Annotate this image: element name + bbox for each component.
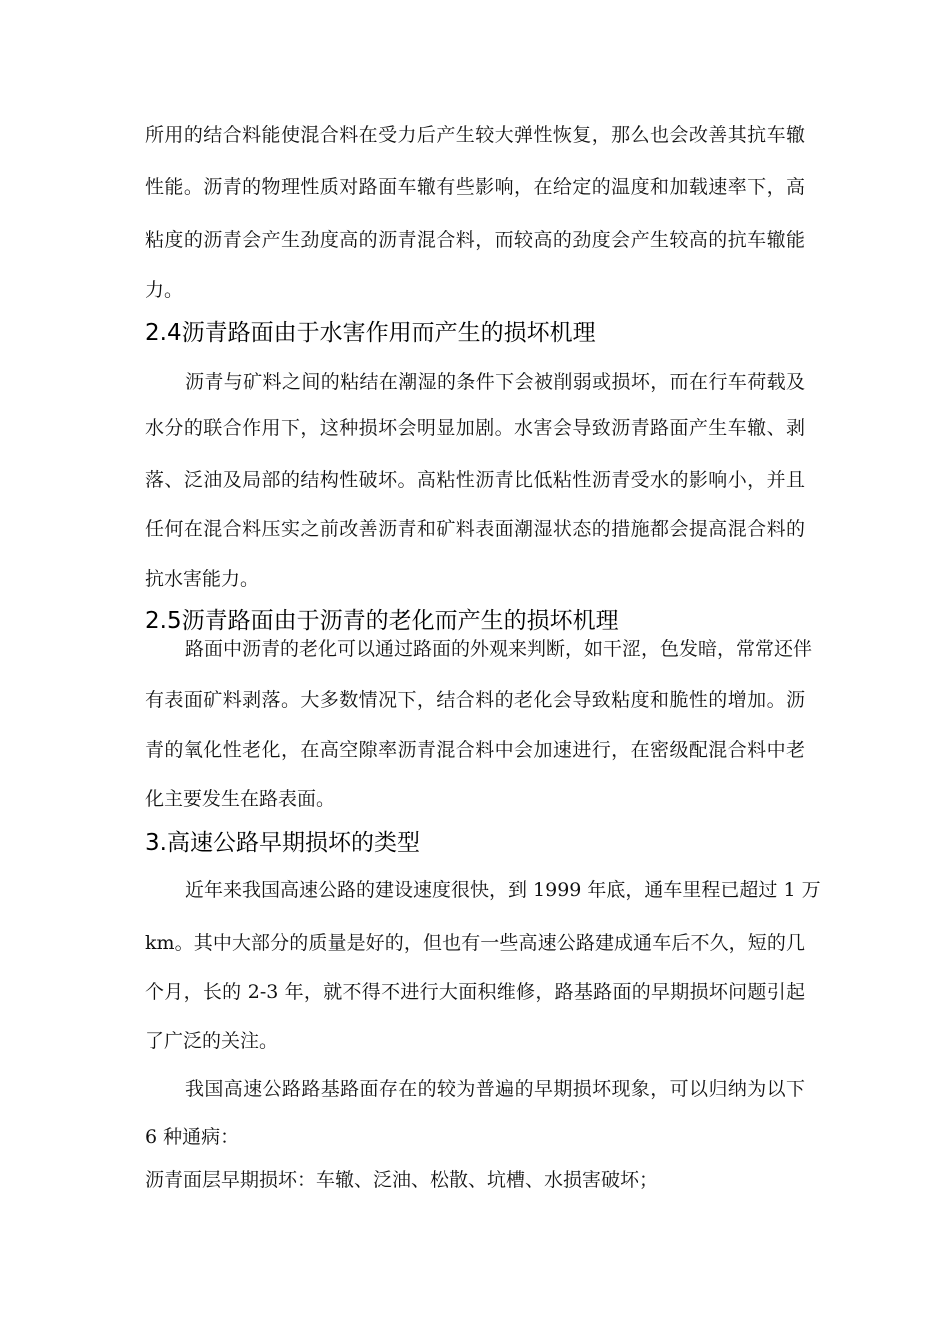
section-heading-3: 3.高速公路早期损坏的类型 <box>145 830 420 856</box>
paragraph-line: 近年来我国高速公路的建设速度很快，到 1999 年底，通车里程已超过 1 万 <box>185 879 821 901</box>
paragraph-line: km。其中大部分的质量是好的，但也有一些高速公路建成通车后不久，短的几 <box>145 932 805 954</box>
paragraph-line: 力。 <box>145 279 184 301</box>
section-heading-2-5: 2.5沥青路面由于沥青的老化而产生的损坏机理 <box>145 608 619 634</box>
paragraph-line: 路面中沥青的老化可以通过路面的外观来判断，如干涩，色发暗，常常还伴 <box>185 638 813 660</box>
paragraph-line: 落、泛油及局部的结构性破坏。高粘性沥青比低粘性沥青受水的影响小，并且 <box>145 469 805 491</box>
section-heading-2-4: 2.4沥青路面由于水害作用而产生的损坏机理 <box>145 320 596 346</box>
paragraph-line: 个月，长的 2-3 年，就不得不进行大面积维修，路基路面的早期损坏问题引起 <box>145 981 805 1003</box>
paragraph-line: 6 种通病： <box>145 1126 240 1148</box>
paragraph-line: 所用的结合料能使混合料在受力后产生较大弹性恢复，那么也会改善其抗车辙 <box>145 124 805 146</box>
paragraph-line: 了广泛的关注。 <box>145 1030 279 1052</box>
list-item: 沥青面层早期损坏：车辙、泛油、松散、坑槽、水损害破坏； <box>145 1169 659 1191</box>
paragraph-line: 任何在混合料压实之前改善沥青和矿料表面潮湿状态的措施都会提高混合料的 <box>145 518 805 540</box>
paragraph-line: 水分的联合作用下，这种损坏会明显加剧。水害会导致沥青路面产生车辙、剥 <box>145 417 805 439</box>
paragraph-line: 性能。沥青的物理性质对路面车辙有些影响，在给定的温度和加载速率下，高 <box>145 176 805 198</box>
paragraph-line: 有表面矿料剥落。大多数情况下，结合料的老化会导致粘度和脆性的增加。沥 <box>145 689 805 711</box>
paragraph-line: 青的氧化性老化，在高空隙率沥青混合料中会加速进行，在密级配混合料中老 <box>145 739 805 761</box>
paragraph-line: 化主要发生在路表面。 <box>145 788 336 810</box>
paragraph-line: 我国高速公路路基路面存在的较为普遍的早期损坏现象，可以归纳为以下 <box>185 1078 805 1100</box>
paragraph-line: 粘度的沥青会产生劲度高的沥青混合料，而较高的劲度会产生较高的抗车辙能 <box>145 229 805 251</box>
paragraph-line: 沥青与矿料之间的粘结在潮湿的条件下会被削弱或损坏，而在行车荷载及 <box>185 371 805 393</box>
paragraph-line: 抗水害能力。 <box>145 568 260 590</box>
